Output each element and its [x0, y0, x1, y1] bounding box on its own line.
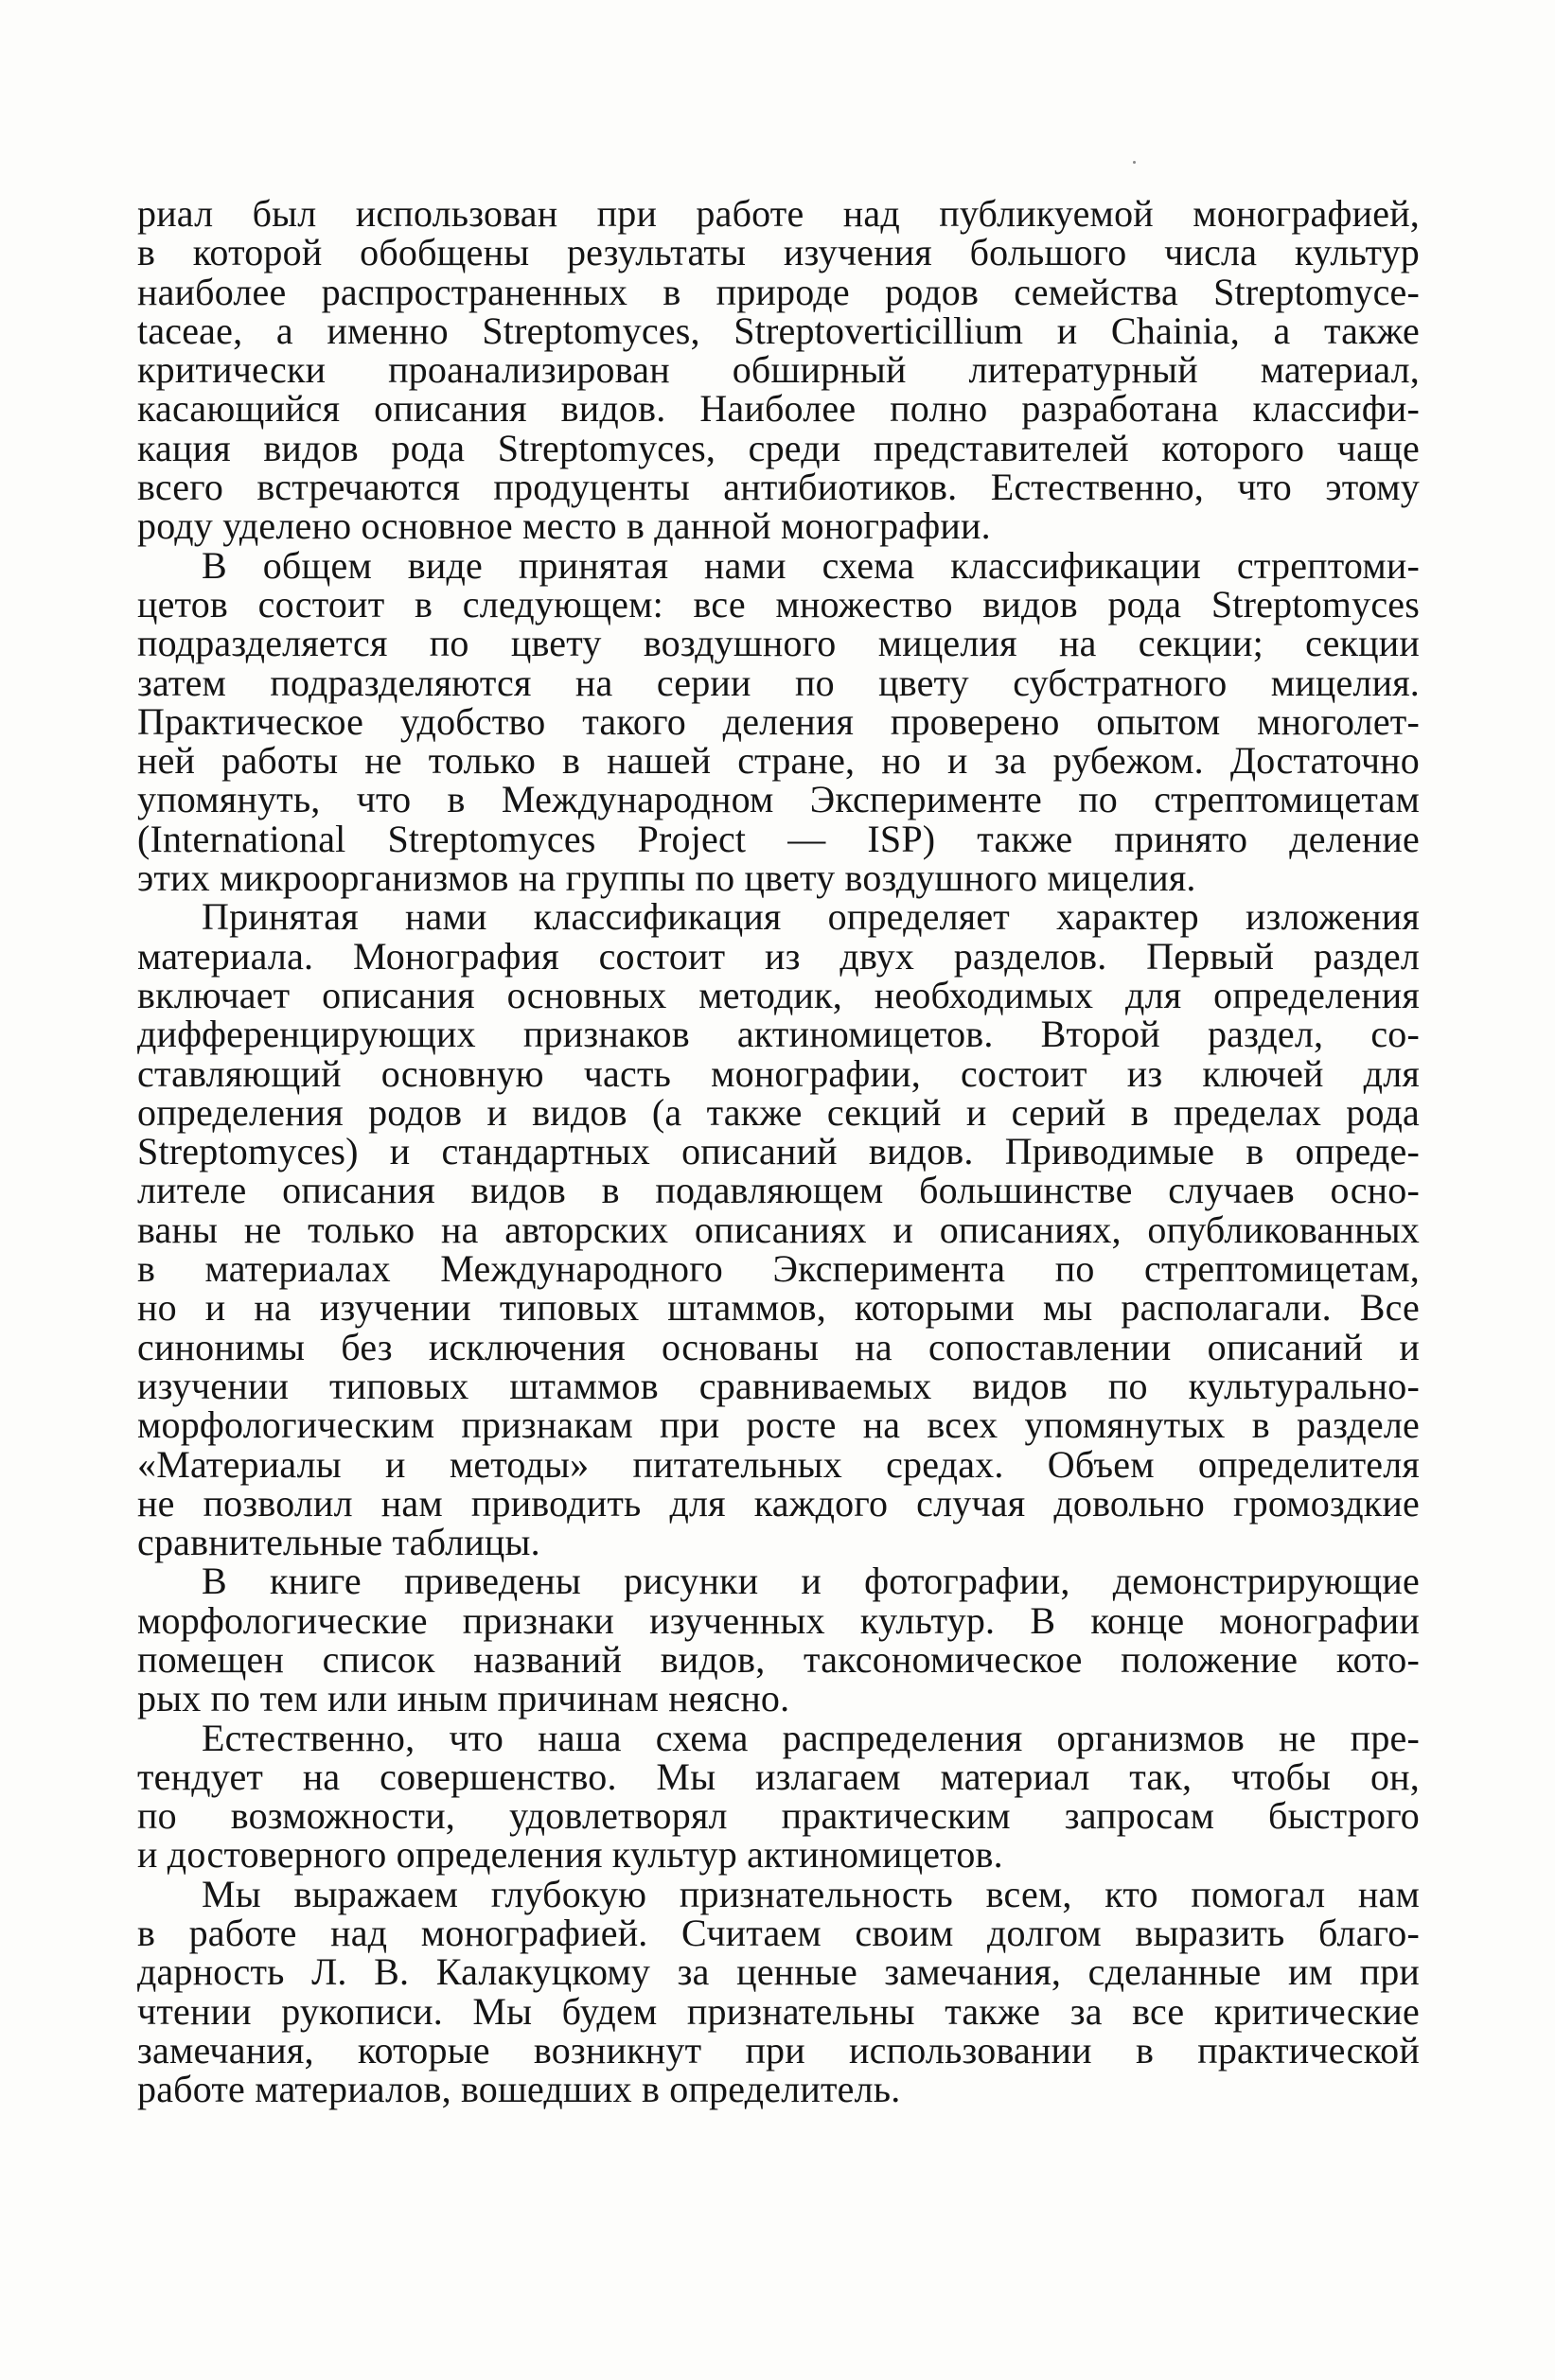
- text-line: Практическое удобство такого деления проверено опытом многолет-: [137, 699, 1420, 743]
- text-line: в работе над монографией. Считаем своим долгом выразить благо-: [137, 1912, 1420, 1955]
- paragraph: [137, 194, 1420, 546]
- text-line: ней работы не только в нашей стране, но и за рубежом. Достаточно: [137, 739, 1420, 783]
- text-line: в материалах Международного Эксперимента по стрептомицетам,: [137, 1247, 1420, 1291]
- text-line: всего встречаются продуценты антибиотиков. Естественно, что этому: [137, 466, 1420, 509]
- text-line: Естественно, что наша схема распределения организмов не пре-: [202, 1716, 1420, 1759]
- text-line: наиболее распространенных в природе родов семейства Streptomyce-: [137, 270, 1420, 313]
- text-line: критически проанализирован обширный литературный материал,: [137, 348, 1420, 392]
- text-line: изучении типовых штаммов сравниваемых видов по культурально-: [137, 1364, 1420, 1407]
- text-line: подразделяется по цвету воздушного мицелия на секции; секции: [137, 622, 1420, 665]
- text-line: кация видов рода Streptomyces, среди представителей которого чаще: [137, 426, 1420, 469]
- text-line: упомянуть, что в Международном Эксперименте по стрептомицетам: [137, 778, 1420, 821]
- text-line: дифференцирующих признаков актиномицетов. Второй раздел, со-: [137, 1013, 1420, 1056]
- text-line: и достоверного определения культур актиномицетов.: [137, 1833, 1003, 1877]
- text-line: замечания, которые возникнут при использовании в практической: [137, 2028, 1420, 2071]
- text-line: лителе описания видов в подавляющем большинстве случаев осно-: [137, 1169, 1420, 1212]
- print-speck: [1133, 161, 1136, 164]
- text-line: ваны не только на авторских описаниях и описаниях, опубликованных: [137, 1208, 1420, 1251]
- paragraph: [137, 1872, 1420, 2111]
- body-text: [137, 194, 1420, 2109]
- text-line: Принятая нами классификация определяет характер изложения: [202, 895, 1420, 939]
- text-line: чтении рукописи. Мы будем признательны также за все критические: [137, 1989, 1420, 2033]
- text-line: риал был использован при работе над публикуемой монографией,: [137, 192, 1420, 235]
- text-line: морфологическим признакам при росте на всех упомянутых в разделе: [137, 1403, 1420, 1447]
- text-line: рых по тем или иным причинам неясно.: [137, 1677, 790, 1720]
- text-line: цетов состоит в следующем: все множество видов рода Streptomyces: [137, 582, 1420, 626]
- text-line: «Материалы и методы» питательных средах. Объем определителя: [137, 1442, 1420, 1486]
- text-line: затем подразделяются на серии по цвету субстратного мицелия.: [137, 661, 1420, 704]
- text-line: (International Streptomyces Project — ISP) также принято деление: [137, 817, 1420, 860]
- text-line: дарность Л. В. Калакуцкому за ценные замечания, сделанные им при: [137, 1950, 1420, 1994]
- paragraph: [137, 543, 1420, 900]
- text-line: синонимы без исключения основаны на сопоставлении описаний и: [137, 1325, 1420, 1368]
- text-line: материала. Монография состоит из двух разделов. Первый раздел: [137, 934, 1420, 978]
- text-line: taceae, а именно Streptomyces, Streptoverticillium и Chainia, а также: [137, 309, 1420, 352]
- text-line: включает описания основных методик, необходимых для определения: [137, 973, 1420, 1016]
- text-line: но и на изучении типовых штаммов, которыми мы располагали. Все: [137, 1286, 1420, 1330]
- text-line: морфологические признаки изученных культур. В конце монографии: [137, 1598, 1420, 1642]
- text-line: определения родов и видов (а также секций и серий в пределах рода: [137, 1090, 1420, 1134]
- paragraph: [137, 895, 1420, 1564]
- text-line: Streptomyces) и стандартных описаний видов. Приводимые в опреде-: [137, 1130, 1420, 1173]
- text-line: этих микроорганизмов на группы по цвету воздушного мицелия.: [137, 856, 1196, 900]
- paragraph: [137, 1716, 1420, 1877]
- text-line: ставляющий основную часть монографии, состоит из ключей для: [137, 1051, 1420, 1095]
- text-line: В общем виде принятая нами схема классификации стрептоми-: [202, 543, 1420, 587]
- text-line: тендует на совершенство. Мы излагаем материал так, чтобы он,: [137, 1754, 1420, 1798]
- text-line: по возможности, удовлетворял практическим запросам быстрого: [137, 1794, 1420, 1838]
- text-line: не позволил нам приводить для каждого случая довольно громоздкие: [137, 1481, 1420, 1525]
- text-line: помещен список названий видов, таксономическое положение кото-: [137, 1637, 1420, 1681]
- text-line: сравнительные таблицы.: [137, 1521, 540, 1564]
- paragraph: [137, 1561, 1420, 1718]
- text-line: работе материалов, вошедших в определитель.: [137, 2068, 901, 2111]
- text-line: касающийся описания видов. Наиболее полно разработана классифи-: [137, 387, 1420, 431]
- text-line: В книге приведены рисунки и фотографии, демонстрирующие: [202, 1560, 1420, 1603]
- text-line: роду уделено основное место в данной монографии.: [137, 504, 991, 548]
- text-line: Мы выражаем глубокую признательность всем, кто помогал нам: [202, 1872, 1420, 1915]
- text-line: в которой обобщены результаты изучения большого числа культур: [137, 231, 1420, 274]
